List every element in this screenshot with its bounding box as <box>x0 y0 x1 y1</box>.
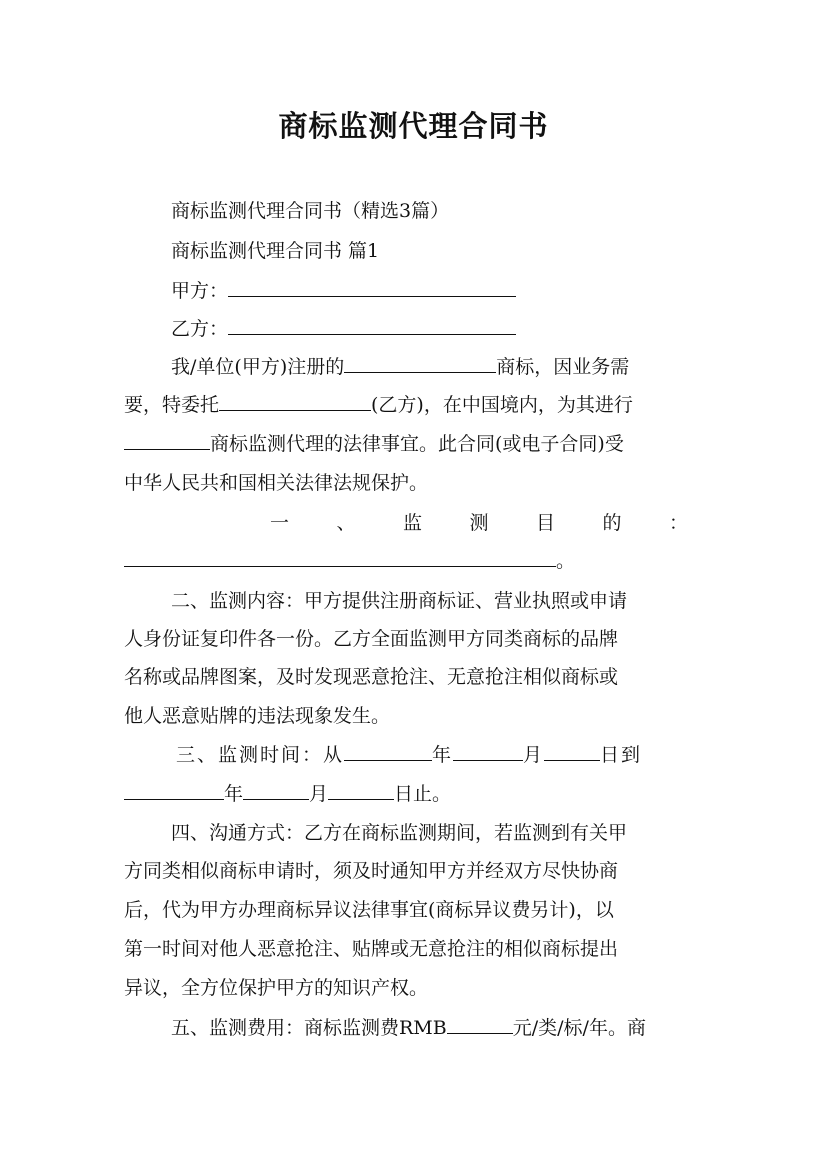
paragraph-line: 商标监测代理的法律事宜。此合同(或电子合同)受 <box>124 431 701 457</box>
paragraph-line: 第一时间对他人恶意抢注、贴牌或无意抢注的相似商标提出 <box>124 938 619 960</box>
blank <box>344 742 432 761</box>
blank <box>124 431 210 450</box>
blank <box>124 781 224 800</box>
paragraph-line: 人身份证复印件各一份。乙方全面监测甲方同类商标的品牌 <box>124 628 619 650</box>
blank <box>544 742 600 761</box>
paragraph-line: 四、沟通方式：乙方在商标监测期间，若监测到有关甲 <box>171 822 628 844</box>
paragraph-line: 二、监测内容：甲方提供注册商标证、营业执照或申请 <box>171 590 628 612</box>
paragraph-line: 三、监测时间：从 年 月 日到 <box>176 744 643 766</box>
party-b-line: 乙方： <box>171 316 701 342</box>
paragraph-line: 年 月 日止。 <box>124 781 701 807</box>
blank <box>219 392 371 411</box>
blank <box>328 781 394 800</box>
paragraph-line: 中华人民共和国相关法律法规保护。 <box>124 472 429 494</box>
paragraph-line: 他人恶意贴牌的违法现象发生。 <box>124 705 391 727</box>
party-a-line: 甲方： <box>171 278 701 304</box>
paragraph-line: 要，特委托 (乙方)，在中国境内，为其进行 <box>124 394 633 416</box>
party-a-blank <box>228 278 516 297</box>
paragraph-line: 五、监测费用：商标监测费RMB 元/类/标/年。商 <box>171 1017 646 1039</box>
subtitle: 商标监测代理合同书（精选3篇） <box>171 200 450 222</box>
paragraph-line: 我/单位(甲方)注册的 商标，因业务需 <box>171 356 630 378</box>
party-b-blank <box>228 316 516 335</box>
blank <box>453 742 523 761</box>
paragraph-line: 方同类相似商标申请时，须及时通知甲方并经双方尽快协商 <box>124 860 619 882</box>
paragraph-line: 。 <box>124 548 701 574</box>
blank <box>344 354 496 373</box>
paragraph-line: 后，代为甲方办理商标异议法律事宜(商标异议费另计)，以 <box>124 899 614 921</box>
blank <box>243 781 309 800</box>
paragraph-line: 异议，全方位保护甲方的知识产权。 <box>124 977 429 999</box>
fee-blank <box>447 1015 513 1034</box>
section-one-heading: 一 、 监 测 目 的 ： <box>270 512 688 534</box>
document-title: 商标监测代理合同书 <box>278 109 549 143</box>
purpose-blank <box>124 548 556 567</box>
paragraph-line: 名称或品牌图案，及时发现恶意抢注、无意抢注相似商标或 <box>124 666 619 688</box>
section-heading: 商标监测代理合同书 篇1 <box>171 240 380 262</box>
